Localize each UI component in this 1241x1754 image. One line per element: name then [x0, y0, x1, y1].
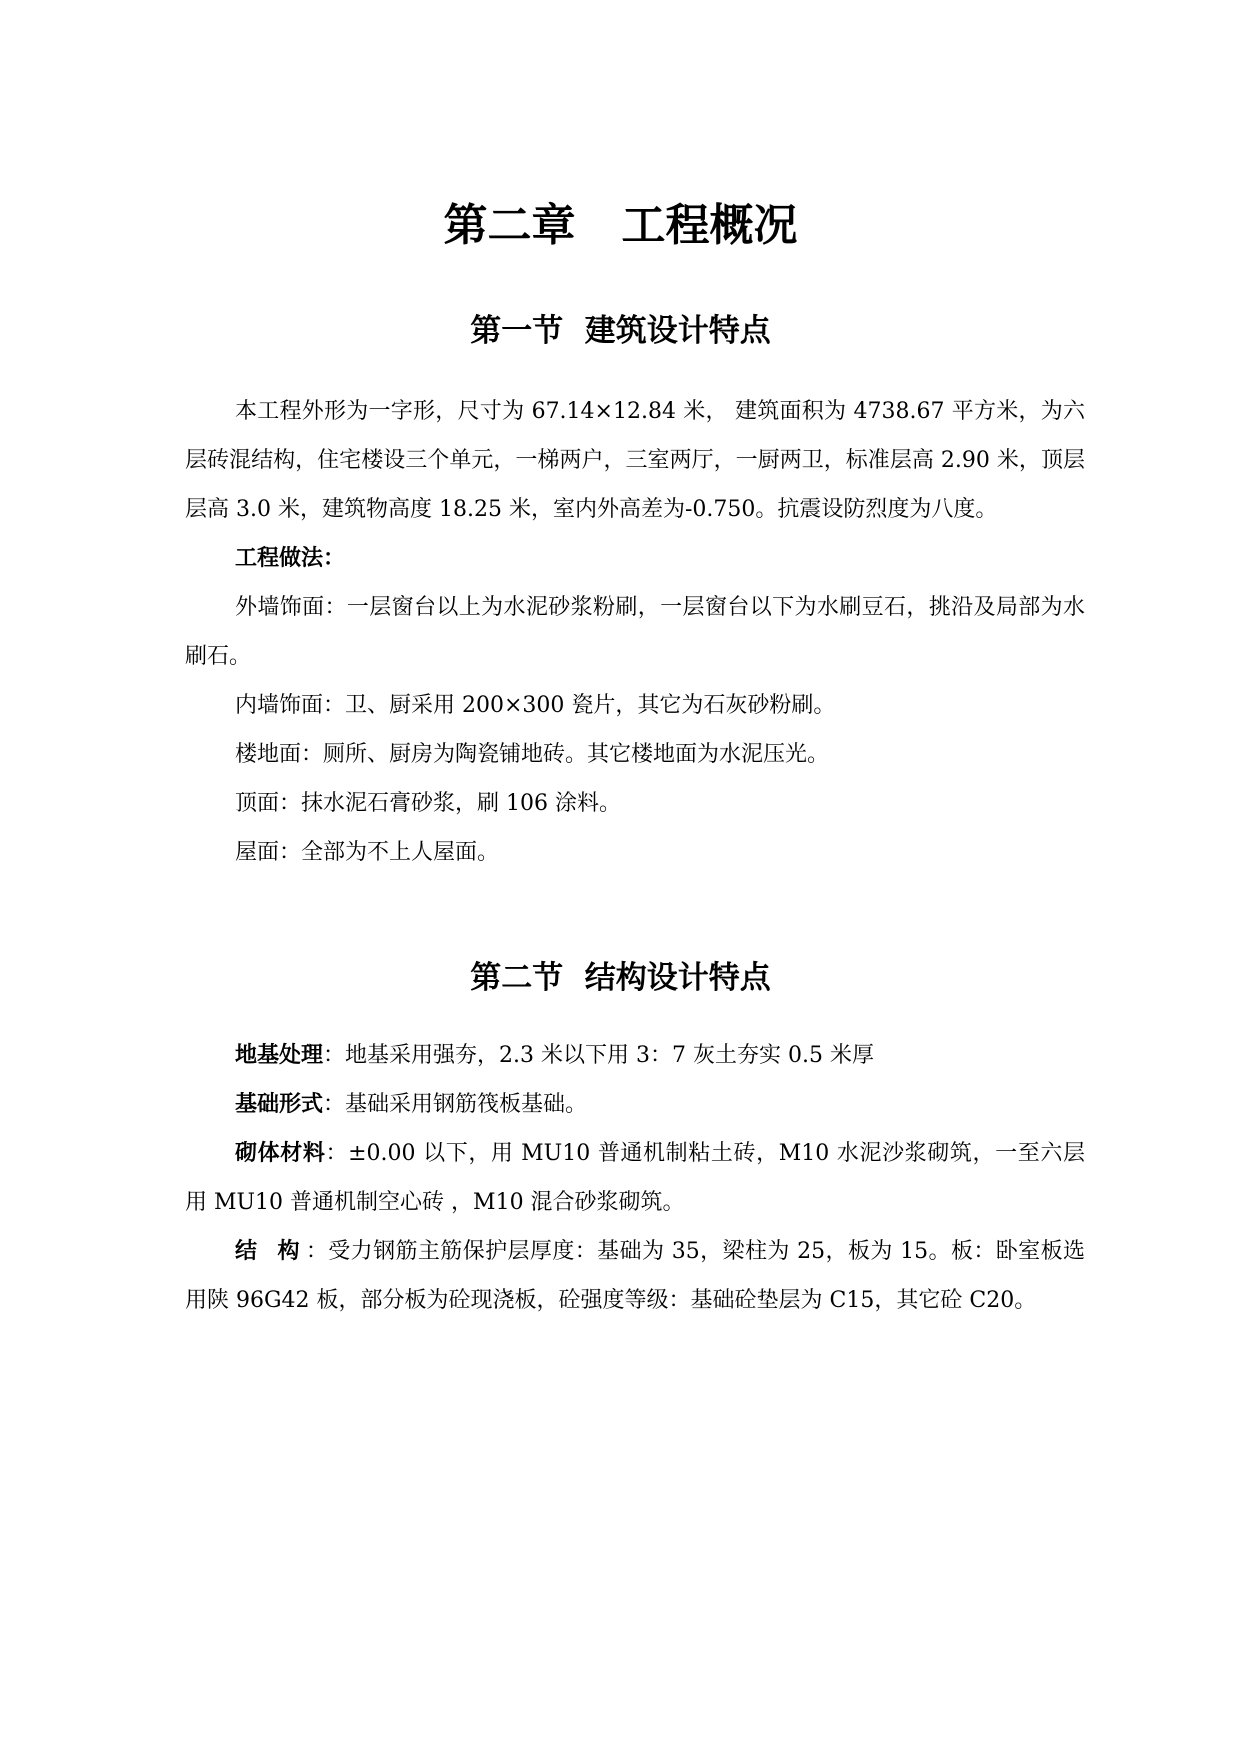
- section-1-title: 第一节 建筑设计特点: [470, 313, 771, 349]
- foundation-type-paragraph: [185, 1080, 1085, 1129]
- foundation-treatment-label: 地基处理: [235, 1043, 324, 1068]
- intro-paragraph: 本工程外形为一字形，尺寸为 67.14×12.84 米， 建筑面积为 4738.67 平方米，为六层砖混结构，住宅楼设三个单元，一梯两户，三室两厅，一厨两卫，标准层高 2.90 米，顶层层高 3.0 米，建筑物高度 18.25 米，室内外高差为-0.750。抗震设防烈度为八度。: [185, 399, 1085, 522]
- interior-wall-paragraph: 内墙饰面：卫、厨采用 200×300 瓷片，其它为石灰砂粉刷。: [235, 693, 836, 718]
- section-2-body: [185, 1031, 1085, 1325]
- roof-paragraph: 屋面：全部为不上人屋面。: [235, 840, 500, 865]
- floor-paragraph: 楼地面：厕所、厨房为陶瓷铺地砖。其它楼地面为水泥压光。: [235, 742, 830, 767]
- foundation-treatment-paragraph: [185, 1031, 1085, 1080]
- section-2-title: 第二节 结构设计特点: [470, 960, 771, 996]
- structure-label: 结 构: [235, 1239, 306, 1264]
- exterior-wall-paragraph: 外墙饰面：一层窗台以上为水泥砂浆粉刷，一层窗台以下为水刷豆石，挑沿及局部为水刷石。: [185, 595, 1085, 669]
- ceiling-paragraph: 顶面：抹水泥石膏砂浆，刷 106 涂料。: [235, 791, 621, 816]
- masonry-material-text: ：±0.00 以下，用 MU10 普通机制粘土砖，M10 水泥沙浆砌筑，一至六层用 MU10 普通机制空心砖 ，M10 混合砂浆砌筑。: [185, 1141, 1085, 1215]
- chapter-title: 第二章 工程概况: [443, 200, 798, 251]
- foundation-type-label: 基础形式: [235, 1092, 324, 1117]
- structure-paragraph: [185, 1227, 1085, 1325]
- masonry-material-label: 砌体材料: [235, 1141, 326, 1166]
- methods-heading: 工程做法：: [235, 546, 346, 571]
- foundation-type-text: ：基础采用钢筋筏板基础。: [323, 1092, 588, 1117]
- section-1-body: [185, 387, 1085, 877]
- masonry-material-paragraph: [185, 1129, 1085, 1227]
- foundation-treatment-text: ：地基采用强夯，2.3 米以下用 3：7 灰土夯实 0.5 米厚: [323, 1043, 874, 1068]
- structure-text: ：受力钢筋主筋保护层厚度：基础为 35，梁柱为 25，板为 15。板：卧室板选用陕 96G42 板，部分板为砼现浇板，砼强度等级：基础砼垫层为 C15，其它砼 C20。: [185, 1239, 1085, 1313]
